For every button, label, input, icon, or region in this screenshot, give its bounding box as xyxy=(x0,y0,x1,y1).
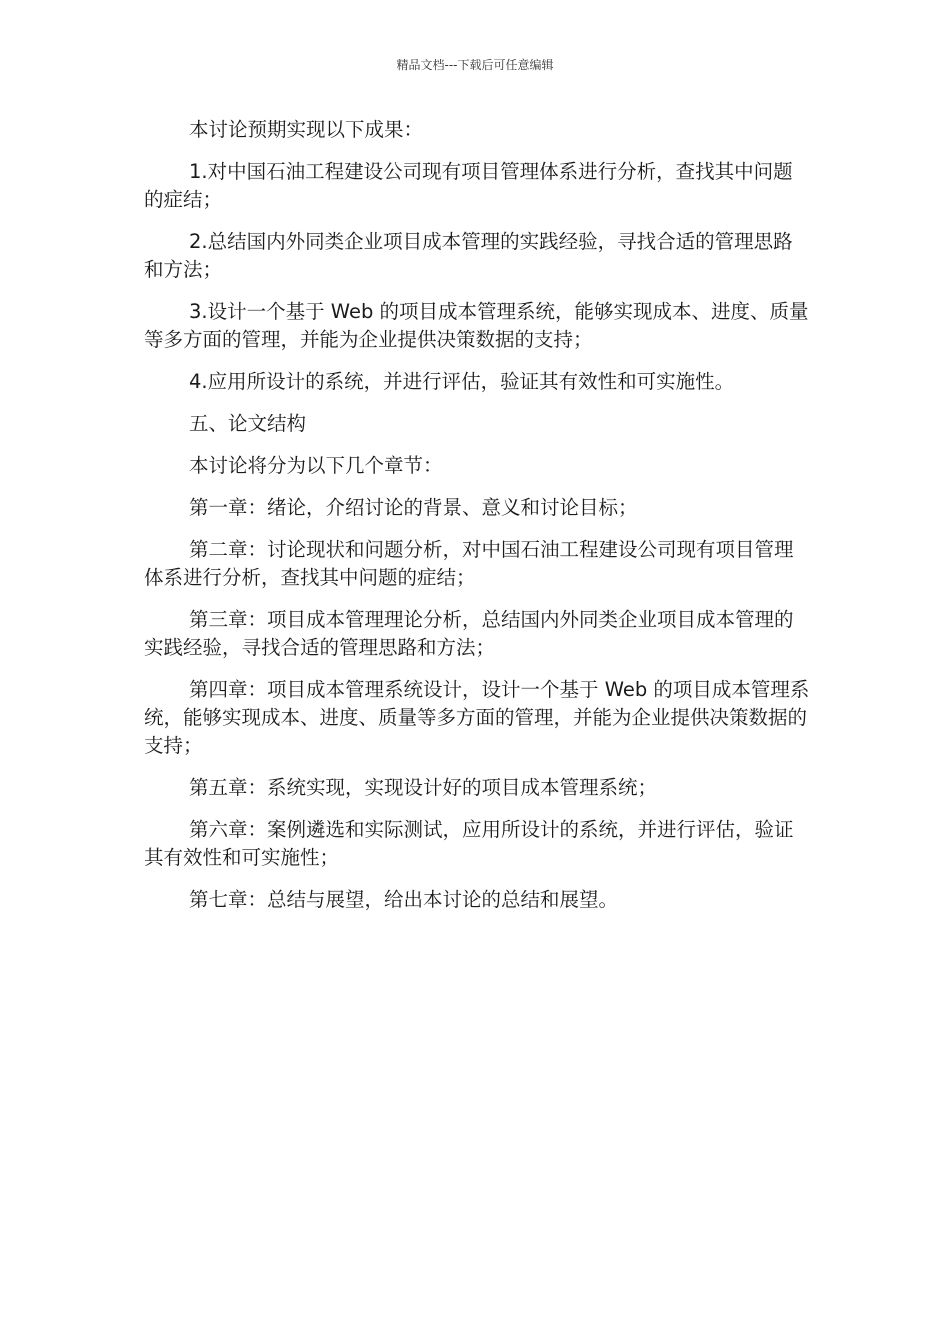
paragraph-expected-results-intro: 本讨论预期实现以下成果： xyxy=(189,118,424,141)
paragraph-result-2: 2.总结国内外同类企业项目成本管理的实践经验，寻找合适的管理思路和方法； xyxy=(144,230,793,281)
paragraph-chapter-1: 第一章：绪论，介绍讨论的背景、意义和讨论目标； xyxy=(189,496,638,519)
paragraph-chapter-2: 第二章：讨论现状和问题分析，对中国石油工程建设公司现有项目管理体系进行分析，查找其中问题的症结； xyxy=(144,538,794,589)
section-heading-thesis-structure: 五、论文结构 xyxy=(189,412,307,435)
paragraph-chapter-6: 第六章：案例遴选和实际测试，应用所设计的系统，并进行评估，验证其有效性和可实施性； xyxy=(144,818,794,869)
paragraph-result-4: 4.应用所设计的系统，并进行评估，验证其有效性和可实施性。 xyxy=(189,370,735,393)
paragraph-chapters-intro: 本讨论将分为以下几个章节： xyxy=(189,454,443,477)
paragraph-result-3: 3.设计一个基于 Web 的项目成本管理系统，能够实现成本、进度、质量等多方面的管理，并能为企业提供决策数据的支持； xyxy=(144,300,809,351)
paragraph-chapter-5: 第五章：系统实现，实现设计好的项目成本管理系统； xyxy=(189,776,658,799)
document-body xyxy=(144,116,810,928)
paragraph-chapter-7: 第七章：总结与展望，给出本讨论的总结和展望。 xyxy=(189,888,619,911)
page-header: 精品文档---下载后可任意编辑 xyxy=(396,58,554,72)
paragraph-chapter-4: 第四章：项目成本管理系统设计，设计一个基于 Web 的项目成本管理系统，能够实现成本、进度、质量等多方面的管理，并能为企业提供决策数据的支持； xyxy=(144,678,810,757)
paragraph-result-1: 1.对中国石油工程建设公司现有项目管理体系进行分析，查找其中问题的症结； xyxy=(144,160,793,211)
paragraph-chapter-3: 第三章：项目成本管理理论分析，总结国内外同类企业项目成本管理的实践经验，寻找合适的管理思路和方法； xyxy=(144,608,794,659)
